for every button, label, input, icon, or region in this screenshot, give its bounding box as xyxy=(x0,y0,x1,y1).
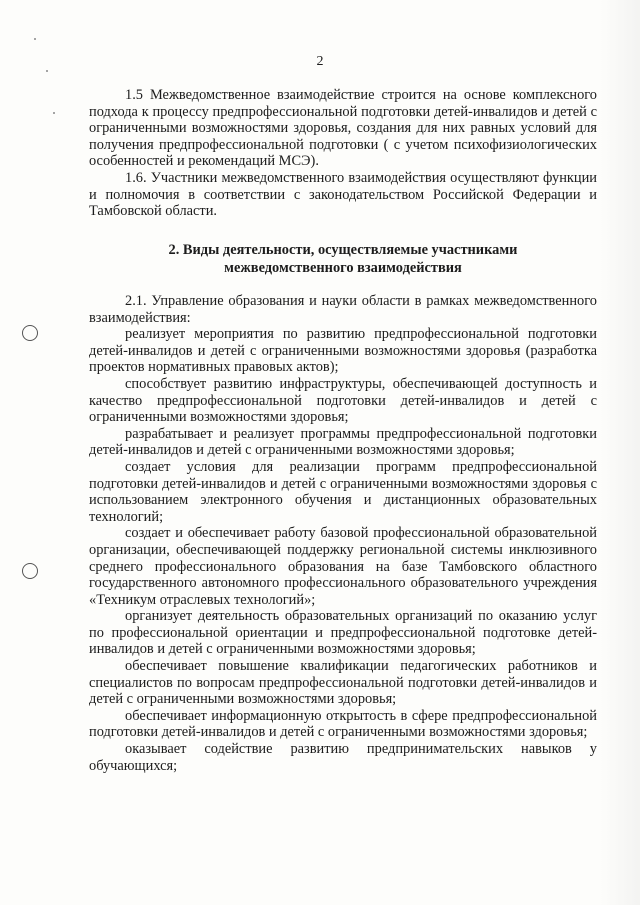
scan-speck xyxy=(46,70,48,72)
section-heading-line-2: межведомственного взаимодействия xyxy=(224,260,462,276)
intro-block xyxy=(89,87,597,220)
section-heading-line-1: 2. Виды деятельности, осуществляемые участниками xyxy=(168,242,518,258)
list-item: организует деятельность образовательных организаций по оказанию услуг по профессиональной ориентации и предпрофессиональной подготовке детей-инвалидов и детей с ограниченными возможностями здоровья; xyxy=(89,608,597,658)
section-body xyxy=(89,293,597,774)
list-item: создает условия для реализации программ предпрофессиональной подготовки детей-инвалидов и детей с ограниченными возможностями здоровья с использованием электронного обучения и дистанционных образовательных технологий; xyxy=(89,458,597,525)
paragraph-1-5: 1.5 Межведомственное взаимодействие строится на основе комплексного подхода к процессу предпрофессиональной подготовки детей-инвалидов и детей с ограниченными возможностями здоровья, создания для них равных условий для получения предпрофессиональной подготовки ( с учетом психофизиологических особенностей и рекомендаций МСЭ). xyxy=(89,87,597,170)
list-item: реализует мероприятия по развитию предпрофессиональной подготовки детей-инвалидов и детей с ограниченными возможностями здоровья (разработка проектов нормативных правовых актов); xyxy=(89,326,597,376)
paragraph-1-6: 1.6. Участники межведомственного взаимодействия осуществляют функции и полномочия в соответствии с законодательством Российской Федерации и Тамбовской области. xyxy=(89,169,597,220)
scan-shadow xyxy=(600,0,640,905)
list-item: разрабатывает и реализует программы предпрофессиональной подготовки детей-инвалидов и детей с ограниченными возможностями здоровья; xyxy=(89,425,597,459)
page-number: 2 xyxy=(316,54,324,69)
punch-hole-mark xyxy=(22,563,38,579)
list-item: обеспечивает повышение квалификации педагогических работников и специалистов по вопросам предпрофессиональной подготовки детей-инвалидов и детей с ограниченными возможностями здоровья; xyxy=(89,658,597,708)
paragraph-2-1: 2.1. Управление образования и науки области в рамках межведомственного взаимодействия: xyxy=(89,293,597,326)
punch-hole-mark xyxy=(22,325,38,341)
list-item: обеспечивает информационную открытость в сфере предпрофессиональной подготовки детей-инвалидов и детей с ограниченными возможностями здоровья; xyxy=(89,707,597,741)
list-item: оказывает содействие развитию предпринимательских навыков у обучающихся; xyxy=(89,741,597,774)
list-item: создает и обеспечивает работу базовой профессиональной образовательной организации, обеспечивающей поддержку региональной системы инклюзивного среднего профессионального образования на базе Тамбовского областного государственного автономного профессионального образовательного учреждения «Техникум отраслевых технологий»; xyxy=(89,525,597,608)
scan-speck xyxy=(53,112,55,114)
scan-speck xyxy=(34,38,36,40)
section-heading xyxy=(89,241,597,277)
list-item: способствует развитию инфраструктуры, обеспечивающей доступность и качество предпрофессиональной подготовки детей-инвалидов и детей с ограниченными возможностями здоровья; xyxy=(89,375,597,426)
